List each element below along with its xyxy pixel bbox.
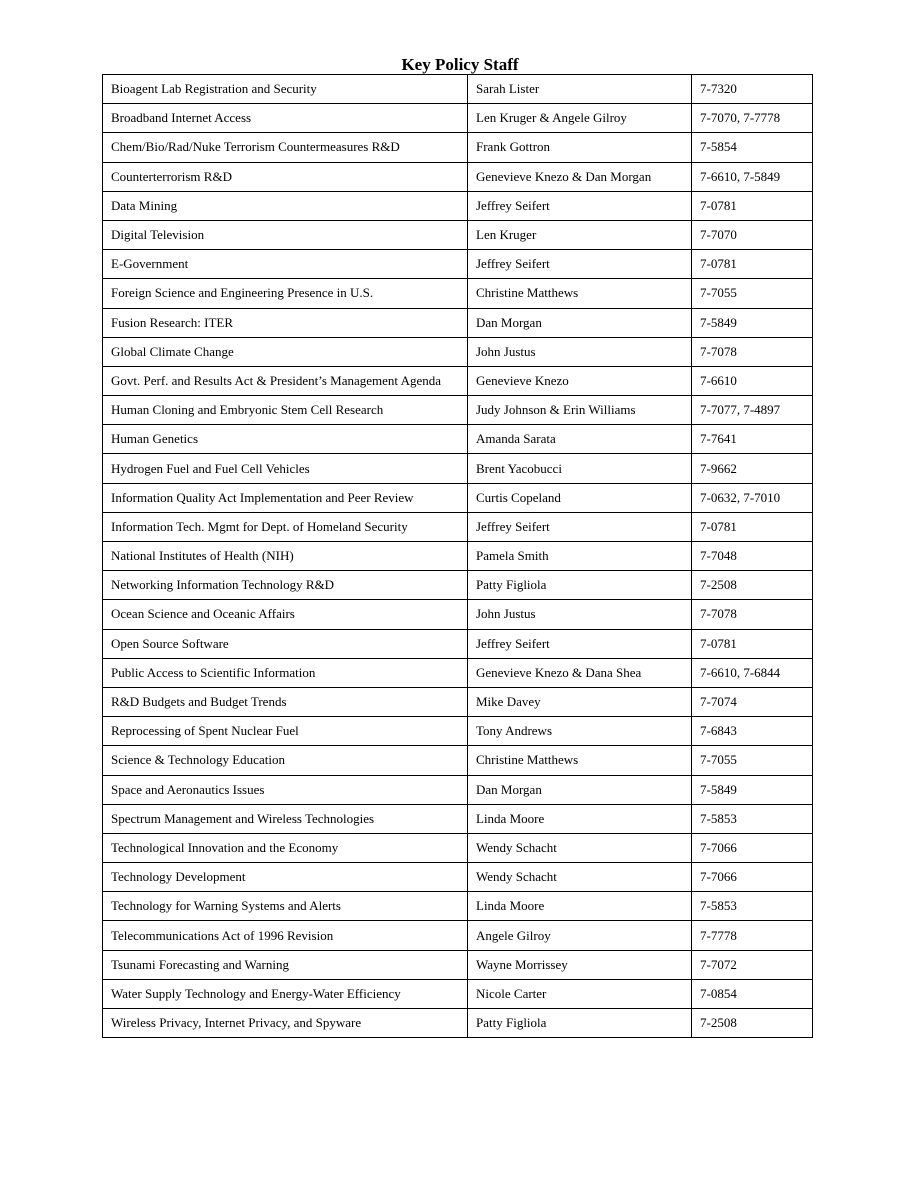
table-row	[103, 687, 813, 716]
topic-cell: Foreign Science and Engineering Presence in U.S.	[103, 279, 468, 308]
staff-cell: Genevieve Knezo & Dana Shea	[468, 658, 692, 687]
staff-cell: Nicole Carter	[468, 979, 692, 1008]
topic-cell: Public Access to Scientific Information	[103, 658, 468, 687]
phone-cell: 7-0854	[692, 979, 813, 1008]
staff-cell: Len Kruger	[468, 220, 692, 249]
table-row	[103, 162, 813, 191]
table-row	[103, 921, 813, 950]
phone-cell: 7-7055	[692, 746, 813, 775]
phone-cell: 7-0632, 7-7010	[692, 483, 813, 512]
table-row	[103, 220, 813, 249]
topic-cell: Information Quality Act Implementation and Peer Review	[103, 483, 468, 512]
phone-cell: 7-7077, 7-4897	[692, 396, 813, 425]
phone-cell: 7-5853	[692, 804, 813, 833]
phone-cell: 7-7072	[692, 950, 813, 979]
topic-cell: Reprocessing of Spent Nuclear Fuel	[103, 717, 468, 746]
phone-cell: 7-7078	[692, 337, 813, 366]
table-row	[103, 892, 813, 921]
table-row	[103, 863, 813, 892]
staff-cell: Tony Andrews	[468, 717, 692, 746]
staff-cell: Angele Gilroy	[468, 921, 692, 950]
staff-cell: Jeffrey Seifert	[468, 191, 692, 220]
topic-cell: Digital Television	[103, 220, 468, 249]
phone-cell: 7-7074	[692, 687, 813, 716]
phone-cell: 7-7070	[692, 220, 813, 249]
phone-cell: 7-7066	[692, 863, 813, 892]
staff-cell: Judy Johnson & Erin Williams	[468, 396, 692, 425]
phone-cell: 7-0781	[692, 629, 813, 658]
topic-cell: Govt. Perf. and Results Act & President’s Management Agenda	[103, 366, 468, 395]
topic-cell: Counterterrorism R&D	[103, 162, 468, 191]
phone-cell: 7-6843	[692, 717, 813, 746]
topic-cell: Fusion Research: ITER	[103, 308, 468, 337]
phone-cell: 7-0781	[692, 191, 813, 220]
staff-cell: Curtis Copeland	[468, 483, 692, 512]
table-row	[103, 629, 813, 658]
staff-cell: Wendy Schacht	[468, 863, 692, 892]
staff-cell: Amanda Sarata	[468, 425, 692, 454]
topic-cell: Broadband Internet Access	[103, 104, 468, 133]
staff-cell: Christine Matthews	[468, 746, 692, 775]
staff-cell: Patty Figliola	[468, 571, 692, 600]
table-row	[103, 425, 813, 454]
phone-cell: 7-7048	[692, 542, 813, 571]
topic-cell: Science & Technology Education	[103, 746, 468, 775]
table-row	[103, 600, 813, 629]
staff-cell: Genevieve Knezo & Dan Morgan	[468, 162, 692, 191]
staff-cell: Wendy Schacht	[468, 833, 692, 862]
phone-cell: 7-7320	[692, 75, 813, 104]
phone-cell: 7-6610	[692, 366, 813, 395]
staff-cell: Wayne Morrissey	[468, 950, 692, 979]
topic-cell: Spectrum Management and Wireless Technologies	[103, 804, 468, 833]
table-row	[103, 571, 813, 600]
phone-cell: 7-2508	[692, 571, 813, 600]
staff-cell: Jeffrey Seifert	[468, 250, 692, 279]
topic-cell: Technology Development	[103, 863, 468, 892]
phone-cell: 7-7070, 7-7778	[692, 104, 813, 133]
topic-cell: Space and Aeronautics Issues	[103, 775, 468, 804]
topic-cell: Telecommunications Act of 1996 Revision	[103, 921, 468, 950]
table-row	[103, 337, 813, 366]
staff-cell: Genevieve Knezo	[468, 366, 692, 395]
topic-cell: Human Genetics	[103, 425, 468, 454]
phone-cell: 7-7066	[692, 833, 813, 862]
topic-cell: National Institutes of Health (NIH)	[103, 542, 468, 571]
topic-cell: Networking Information Technology R&D	[103, 571, 468, 600]
topic-cell: Chem/Bio/Rad/Nuke Terrorism Countermeasures R&D	[103, 133, 468, 162]
table-row	[103, 308, 813, 337]
phone-cell: 7-6610, 7-5849	[692, 162, 813, 191]
staff-cell: Dan Morgan	[468, 775, 692, 804]
table-row	[103, 746, 813, 775]
staff-cell: John Justus	[468, 600, 692, 629]
phone-cell: 7-5854	[692, 133, 813, 162]
topic-cell: Data Mining	[103, 191, 468, 220]
table-row	[103, 133, 813, 162]
table-row	[103, 833, 813, 862]
table-row	[103, 717, 813, 746]
table-row	[103, 1009, 813, 1038]
table-row	[103, 512, 813, 541]
staff-cell: Linda Moore	[468, 804, 692, 833]
phone-cell: 7-5853	[692, 892, 813, 921]
phone-cell: 7-0781	[692, 250, 813, 279]
staff-cell: Mike Davey	[468, 687, 692, 716]
phone-cell: 7-7641	[692, 425, 813, 454]
table-row	[103, 250, 813, 279]
staff-cell: Christine Matthews	[468, 279, 692, 308]
table-row	[103, 542, 813, 571]
phone-cell: 7-7055	[692, 279, 813, 308]
table-row	[103, 950, 813, 979]
table-row	[103, 804, 813, 833]
table-row	[103, 366, 813, 395]
topic-cell: R&D Budgets and Budget Trends	[103, 687, 468, 716]
staff-cell: John Justus	[468, 337, 692, 366]
phone-cell: 7-6610, 7-6844	[692, 658, 813, 687]
table-row	[103, 396, 813, 425]
staff-cell: Brent Yacobucci	[468, 454, 692, 483]
topic-cell: Tsunami Forecasting and Warning	[103, 950, 468, 979]
topic-cell: Technological Innovation and the Economy	[103, 833, 468, 862]
topic-cell: Human Cloning and Embryonic Stem Cell Research	[103, 396, 468, 425]
staff-cell: Patty Figliola	[468, 1009, 692, 1038]
phone-cell: 7-5849	[692, 308, 813, 337]
phone-cell: 7-9662	[692, 454, 813, 483]
staff-cell: Pamela Smith	[468, 542, 692, 571]
topic-cell: Water Supply Technology and Energy-Water Efficiency	[103, 979, 468, 1008]
topic-cell: E-Government	[103, 250, 468, 279]
staff-cell: Frank Gottron	[468, 133, 692, 162]
staff-cell: Linda Moore	[468, 892, 692, 921]
phone-cell: 7-5849	[692, 775, 813, 804]
staff-cell: Dan Morgan	[468, 308, 692, 337]
phone-cell: 7-0781	[692, 512, 813, 541]
topic-cell: Technology for Warning Systems and Alerts	[103, 892, 468, 921]
table-row	[103, 658, 813, 687]
table-row	[103, 279, 813, 308]
topic-cell: Open Source Software	[103, 629, 468, 658]
topic-cell: Bioagent Lab Registration and Security	[103, 75, 468, 104]
table-row	[103, 979, 813, 1008]
topic-cell: Information Tech. Mgmt for Dept. of Homeland Security	[103, 512, 468, 541]
staff-cell: Sarah Lister	[468, 75, 692, 104]
staff-table-body	[103, 75, 813, 1038]
topic-cell: Wireless Privacy, Internet Privacy, and Spyware	[103, 1009, 468, 1038]
topic-cell: Hydrogen Fuel and Fuel Cell Vehicles	[103, 454, 468, 483]
table-row	[103, 454, 813, 483]
table-row	[103, 75, 813, 104]
phone-cell: 7-7078	[692, 600, 813, 629]
page-title: Key Policy Staff	[401, 55, 519, 74]
staff-cell: Len Kruger & Angele Gilroy	[468, 104, 692, 133]
topic-cell: Ocean Science and Oceanic Affairs	[103, 600, 468, 629]
staff-table	[102, 74, 813, 1038]
staff-cell: Jeffrey Seifert	[468, 629, 692, 658]
phone-cell: 7-2508	[692, 1009, 813, 1038]
table-row	[103, 775, 813, 804]
table-row	[103, 191, 813, 220]
phone-cell: 7-7778	[692, 921, 813, 950]
staff-cell: Jeffrey Seifert	[468, 512, 692, 541]
topic-cell: Global Climate Change	[103, 337, 468, 366]
table-row	[103, 483, 813, 512]
table-row	[103, 104, 813, 133]
